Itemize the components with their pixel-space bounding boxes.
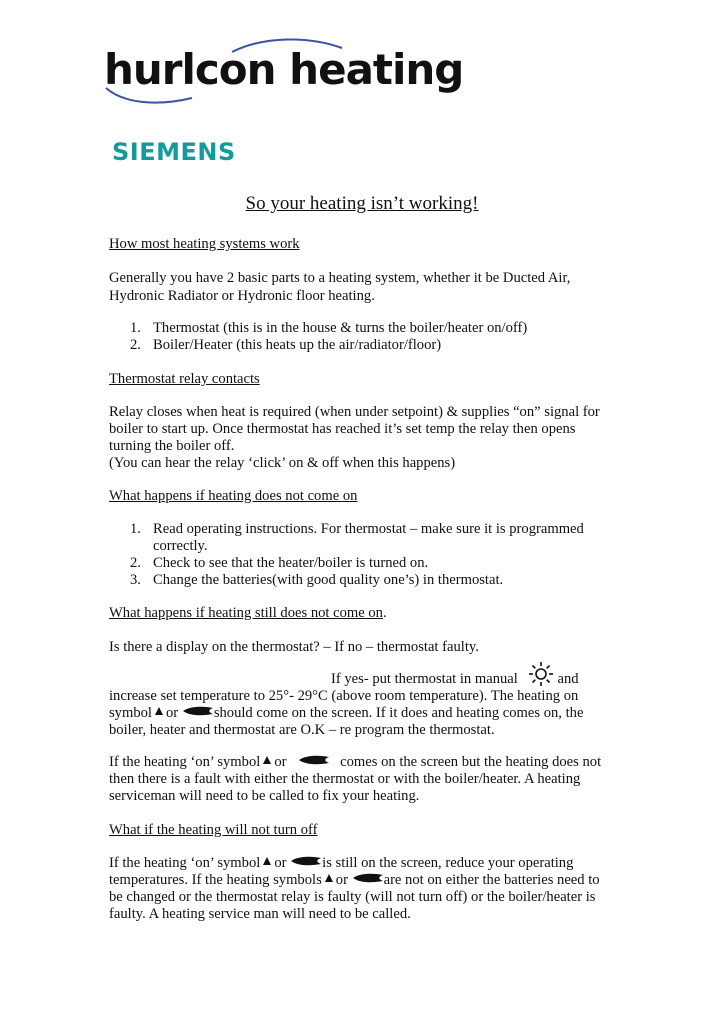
fault-line-3: serviceman will need to be called to fix your heating.	[109, 788, 420, 804]
section-heading-not-off: What if the heating will not turn off	[109, 822, 318, 838]
relay-line-2: boiler to start up. Once thermostat has reached it’s set temp the relay then opens	[109, 421, 576, 437]
fault-line-1: If the heating ‘on’ symbol or comes on the screen but the heating does not	[109, 754, 602, 770]
temp-line: increase set temperature to 25°- 29°C (above room temperature). The heating on	[109, 688, 579, 704]
manual-line: If yes- put thermostat in manual and	[109, 671, 619, 688]
sun-icon	[528, 661, 554, 687]
triangle-icon	[325, 874, 333, 882]
relay-line-3: turning the boiler off.	[109, 438, 235, 454]
siemens-logo: SIEMENS	[112, 138, 236, 166]
steps-list	[109, 521, 619, 589]
list-item: 2. Boiler/Heater (this heats up the air/radiator/floor)	[130, 337, 442, 353]
section-heading-relay: Thermostat relay contacts	[109, 371, 260, 387]
symbol-line: symbol or should come on the screen. If it does and heating comes on, the	[109, 705, 584, 721]
list-item: 2. Check to see that the heater/boiler is turned on.	[130, 555, 429, 571]
flame-icon	[290, 856, 322, 866]
hurlcon-logo	[104, 38, 464, 106]
section-heading-not-on: What happens if heating does not come on	[109, 488, 358, 504]
triangle-icon	[155, 707, 163, 715]
section-heading-still-not-on: What happens if heating still does not come on.	[109, 605, 387, 621]
off-line-3: be changed or the thermostat relay is faulty (will not turn off) or the boiler/heater is	[109, 889, 596, 905]
section-heading-how-it-works: How most heating systems work	[109, 236, 300, 252]
ok-line: boiler, heater and thermostat are O.K – re program the thermostat.	[109, 722, 495, 738]
display-question: Is there a display on the thermostat? – If no – thermostat faulty.	[109, 639, 479, 655]
fault-line-2: then there is a fault with either the thermostat or with the boiler/heater. A heating	[109, 771, 581, 787]
triangle-icon	[263, 756, 271, 764]
triangle-icon	[263, 857, 271, 865]
off-line-4: faulty. A heating service man will need to be called.	[109, 906, 411, 922]
relay-line-1: Relay closes when heat is required (when under setpoint) & supplies “on” signal for	[109, 404, 600, 420]
parts-list	[109, 320, 619, 354]
flame-icon	[298, 755, 330, 765]
flame-icon	[182, 706, 214, 716]
list-item: 3. Change the batteries(with good quality one’s) in thermostat.	[130, 572, 504, 588]
flame-icon	[352, 873, 384, 883]
off-line-2: temperatures. If the heating symbols or are not on either the batteries need to	[109, 872, 600, 888]
list-item: 1. Thermostat (this is in the house & turns the boiler/heater on/off)	[130, 320, 528, 336]
brand-name: hurlcon heating	[104, 45, 464, 94]
page-title: So your heating isn’t working!	[245, 193, 479, 214]
off-line-1: If the heating ‘on’ symbol or is still on the screen, reduce your operating	[109, 855, 574, 871]
relay-line-4: (You can hear the relay ‘click’ on & off when this happens)	[109, 455, 456, 471]
intro-line-2: Hydronic Radiator or Hydronic floor heating.	[109, 288, 375, 304]
intro-line-1: Generally you have 2 basic parts to a heating system, whether it be Ducted Air,	[109, 270, 571, 286]
list-item: 1. Read operating instructions. For thermostat – make sure it is programmed correctly.	[130, 521, 584, 554]
